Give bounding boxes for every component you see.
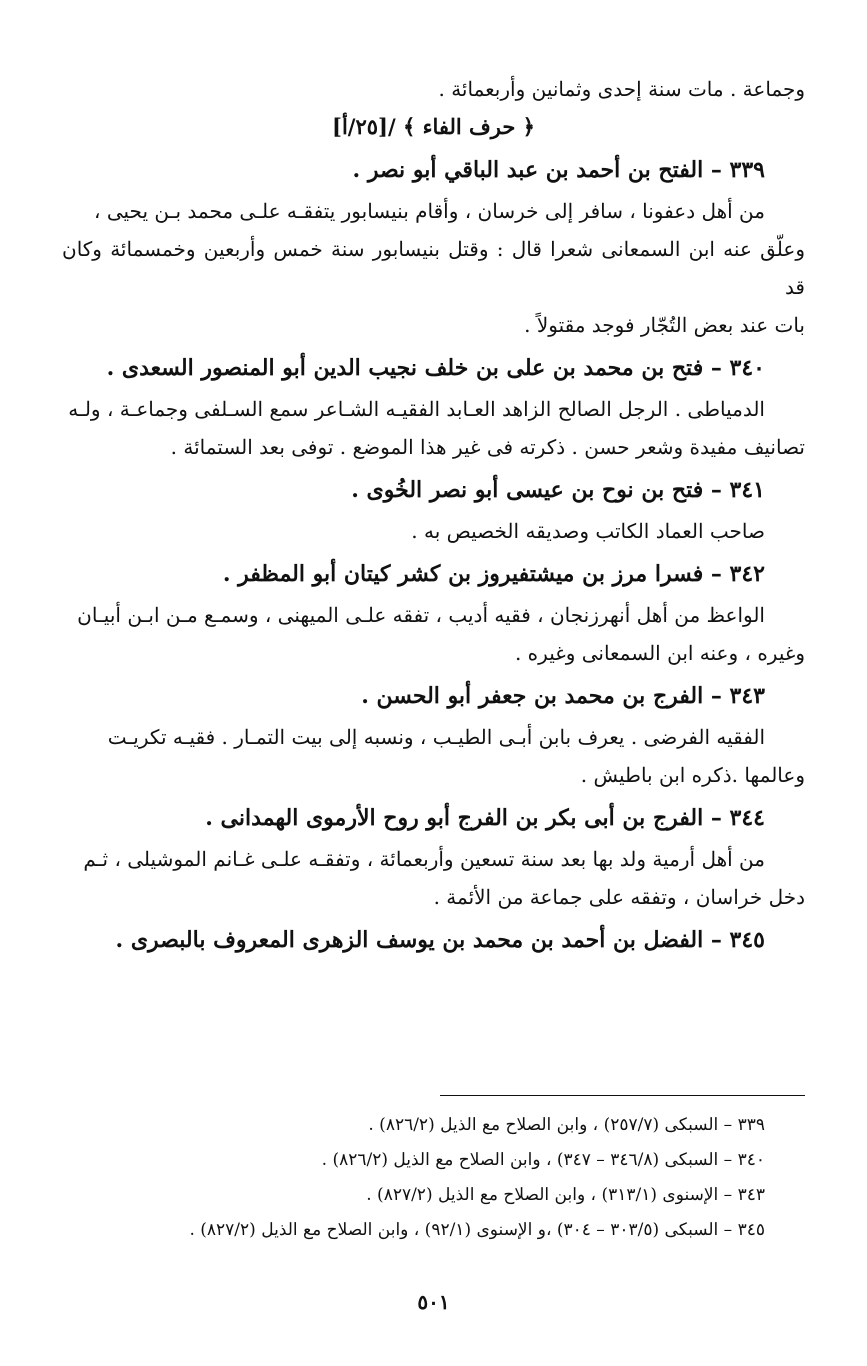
entry-340 (62, 346, 805, 466)
entry-344 (62, 796, 805, 916)
entry-line: وعلّق عنه ابن السمعانى شعرا قال : وقتل بنيسابور سنة خمس وأربعين وخمسمائة وكان قد (62, 237, 805, 299)
entry-line: من أهل أرمية ولد بها بعد سنة تسعين وأربعمائة ، وتفقـه علـى غـانم الموشيلى ، ثـم (83, 847, 765, 871)
entry-line: من أهل دعفونا ، سافر إلى خرسان ، وأقام بنيسابور يتفقـه علـى محمد بـن يحيى ، (94, 199, 765, 223)
entry-heading: ٣٤٢ – فسرا مرز بن ميشتفيروز بن كشر كيتان أبو المظفر . (222, 561, 765, 587)
entry-342 (62, 552, 805, 672)
entry-line: بات عند بعض التُجّار فوجد مقتولاً . (524, 313, 805, 337)
entry-line: الفقيه الفرضى . يعرف بابن أبـى الطيـب ، ونسبه إلى بيت التمـار . فقيـه تكريـت (107, 725, 765, 749)
entry-heading: ٣٤٥ – الفضل بن أحمد بن محمد بن يوسف الزهرى المعروف بالبصرى . (115, 927, 765, 953)
intro-line: وجماعة . مات سنة إحدى وثمانين وأربعمائة . (438, 77, 805, 101)
footnote: ٣٤٠ – السبكى (٣٤٦/٨ – ٣٤٧) ، وابن الصلاح مع الذيل (٨٢٦/٢) . (321, 1150, 765, 1170)
main-text (62, 70, 805, 962)
entry-heading: ٣٤٠ – فتح بن محمد بن على بن خلف نجيب الدين أبو المنصور السعدى . (106, 355, 765, 381)
entry-line: الواعظ من أهل أنهرزنجان ، فقيه أديب ، تفقه علـى الميهنى ، وسمـع مـن ابـن أبيـان (77, 603, 765, 627)
footnote: ٣٤٥ – السبكى (٣٠٣/٥ – ٣٠٤) ،و الإسنوى (٩٢/١) ، وابن الصلاح مع الذيل (٨٢٧/٢) . (189, 1220, 765, 1240)
footnote: ٣٣٩ – السبكى (٢٥٧/٧) ، وابن الصلاح مع الذيل (٨٢٦/٢) . (368, 1115, 765, 1135)
entry-heading: ٣٤١ – فتح بن نوح بن عيسى أبو نصر الخُوى . (351, 477, 765, 503)
entry-line: تصانيف مفيدة وشعر حسن . ذكرته فى غير هذا الموضع . توفى بعد الستمائة . (170, 435, 805, 459)
entry-line: دخل خراسان ، وتفقه على جماعة من الأئمة . (433, 885, 805, 909)
entry-341 (62, 468, 805, 550)
entry-line: صاحب العماد الكاتب وصديقه الخصيص به . (411, 519, 765, 543)
footnote-divider (440, 1095, 805, 1096)
entry-line: وعالمها .ذكره ابن باطيش . (580, 763, 805, 787)
entry-heading: ٣٣٩ – الفتح بن أحمد بن عبد الباقي أبو نصر . (352, 157, 765, 183)
footnotes (62, 1108, 805, 1248)
footnote: ٣٤٣ – الإسنوى (٣١٣/١) ، وابن الصلاح مع الذيل (٨٢٧/٢) . (366, 1185, 765, 1205)
entry-343 (62, 674, 805, 794)
entry-line: وغيره ، وعنه ابن السمعانى وغيره . (514, 641, 805, 665)
section-heading: ﴿ حرف الفاء ﴾ /[٢٥/أ] (332, 114, 535, 139)
entry-heading: ٣٤٣ – الفرج بن محمد بن جعفر أبو الحسن . (361, 683, 765, 709)
entry-heading: ٣٤٤ – الفرج بن أبى بكر بن الفرج أبو روح الأرموى الهمدانى . (205, 805, 765, 831)
page-number: ٥٠١ (417, 1290, 450, 1314)
entry-339 (62, 148, 805, 344)
entry-345 (62, 918, 805, 962)
entry-line: الدمياطى . الرجل الصالح الزاهد العـابد الفقيـه الشـاعر سمع السـلفى وجماعـة ، ولـه (68, 397, 765, 421)
